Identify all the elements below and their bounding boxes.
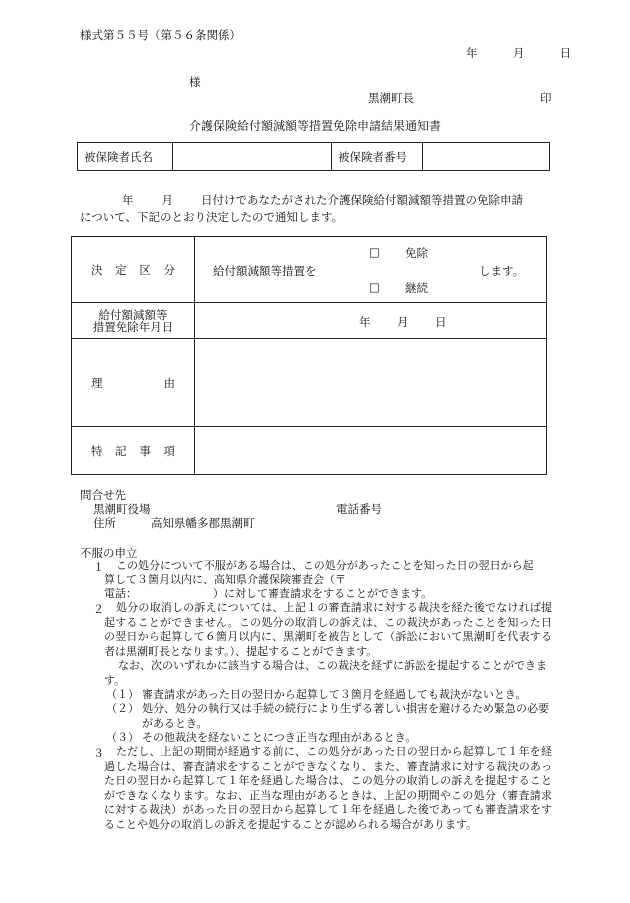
issuer: 黒潮町長 xyxy=(368,91,414,105)
decision-suffix: します。 xyxy=(479,264,525,278)
insured-name-field[interactable] xyxy=(173,143,332,171)
exemption-date-cell[interactable] xyxy=(195,303,547,339)
appeal-p1-line3: ）に対して審査請求をすることができます。 xyxy=(213,587,433,600)
insured-info-table xyxy=(77,142,550,171)
appeal-item-3-text: その他裁決を経ないことにつき正当な理由があるとき。 xyxy=(142,731,417,744)
appeal-p3-text: ただし、上記の期間が経過する前に、この処分があった日の翌日から起算して１年を経過した場合は、審査請求をすることができなくなり、また、審査請求に対する裁決のあった日の翌日から起算して１年を経過した場合は、この処分の取消しの訴えを提起することができなくなります。なお、正当な理由があるときは、上記の期間やこの処分（審査請求に対する裁決）があった日の翌日から起算して１年を経過した後であっても審査請求をすることや処分の取消しの訴えを提起することが認められる場合があります。 xyxy=(104,745,552,831)
intro-year: 年 xyxy=(122,193,134,207)
appeal-item-1-num: （１） xyxy=(106,688,139,701)
appeal-item-1-text: 審査請求があった日の翌日から起算して３箇月を経過しても裁決がないとき。 xyxy=(142,688,527,701)
intro-text-1: 日付けであなたがされた介護保険給付額減額等措置の免除申請 xyxy=(201,193,523,207)
appeal-heading: 不服の申立 xyxy=(80,546,138,560)
intro-paragraph xyxy=(80,192,550,226)
option-continue-label: 継続 xyxy=(405,281,428,295)
appeal-p1-num: １ xyxy=(93,561,104,574)
notes-label: 特 記 事 項 xyxy=(72,427,195,475)
reason-cell[interactable] xyxy=(195,339,547,427)
appeal-p2-num: ２ xyxy=(93,603,104,616)
insured-number-field[interactable] xyxy=(423,143,550,171)
inquiry-heading: 問合せ先 xyxy=(80,488,126,502)
checkbox-continue[interactable]: □ xyxy=(369,280,380,294)
decision-measure-text: 給付額減額等措置を xyxy=(213,264,317,278)
appeal-p2-sub: なお、次のいずれかに該当する場合は、この裁決を経ずに訴訟を提起することができます。 xyxy=(104,659,547,687)
seal-mark: 印 xyxy=(540,91,552,105)
decision-category-cell xyxy=(195,237,547,303)
notes-cell[interactable] xyxy=(195,427,547,475)
appeal-p1-phone: 電話： xyxy=(104,587,137,600)
appeal-item-2-num: （２） xyxy=(106,702,139,715)
appeal-p1-line1: この処分について不服がある場合は、この処分があったことを知った日の翌日から起 xyxy=(116,559,534,572)
exemption-year: 年 xyxy=(359,315,371,329)
exemption-month: 月 xyxy=(397,315,409,329)
reason-label: 理 由 xyxy=(72,339,195,427)
addressee-suffix: 様 xyxy=(189,75,201,89)
date-year: 年 xyxy=(466,46,478,60)
exemption-date-label: 給付額減額等 措置免除年月日 xyxy=(72,303,195,339)
appeal-item-3-num: （３） xyxy=(106,731,139,744)
decision-table xyxy=(71,236,547,475)
appeal-p1-line2: 算して３箇月以内に、高知県介護保険審査会（〒 xyxy=(104,573,346,586)
appeal-p2-text: 処分の取消しの訴えについては、上記１の審査請求に対する裁決を経た後でなければ提起することができません。この処分の取消しの訴えは、この裁決があったことを知った日の翌日から起算して６箇月以内に、黒潮町を被告として（訴訟において黒潮町を代表する者は黒潮町長となります。）、提起することができます。 xyxy=(104,601,552,658)
form-number: 様式第５５号（第５６条関係） xyxy=(80,28,241,42)
decision-category-label: 決 定 区 分 xyxy=(72,237,195,303)
issue-date xyxy=(466,45,571,61)
intro-text-2: について、下記のとおり決定したので通知します。 xyxy=(80,210,344,224)
appeal-item-2-text: 処分、処分の執行又は手続の続行により生ずる著しい損害を避けるため緊急の必要があるとき。 xyxy=(142,702,549,730)
checkbox-exempt[interactable]: □ xyxy=(369,245,380,259)
date-day: 日 xyxy=(559,46,572,60)
inquiry-phone-label: 電話番号 xyxy=(336,502,382,516)
insured-number-label: 被保険者番号 xyxy=(332,143,423,171)
option-exempt-label: 免除 xyxy=(405,246,428,260)
document-title: 介護保険給付額減額等措置免除申請結果通知書 xyxy=(188,119,441,133)
inquiry-address-label: 住所 xyxy=(93,516,116,530)
inquiry-office: 黒潮町役場 xyxy=(93,502,151,516)
appeal-p3-num: ３ xyxy=(93,747,104,760)
exemption-day: 日 xyxy=(435,315,447,329)
date-month: 月 xyxy=(512,46,525,60)
inquiry-address: 高知県幡多郡黒潮町 xyxy=(151,516,255,530)
insured-name-label: 被保険者氏名 xyxy=(78,143,173,171)
intro-month: 月 xyxy=(161,193,173,207)
